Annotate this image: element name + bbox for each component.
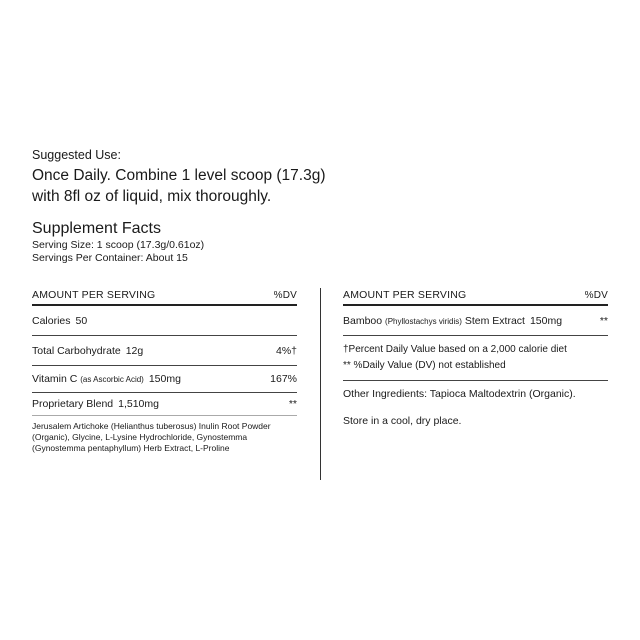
- amount-per-serving-header: AMOUNT PER SERVING: [343, 289, 467, 301]
- directions-text: [32, 165, 362, 207]
- suggested-use-label: Suggested Use:: [32, 148, 121, 162]
- other-ingredients-label: Other Ingredients:: [343, 388, 428, 400]
- nutrient-amount: 50: [75, 314, 88, 327]
- nutrient-dv: **: [288, 398, 297, 410]
- table-header: [343, 282, 608, 306]
- nutrient-amount: 150mg: [529, 314, 563, 327]
- blend-ingredients: Jerusalem Artichoke (Helianthus tuberosus) Inulin Root Powder (Organic), Glycine, L-Lysine Hydrochloride, Gynostemma (Gynostemma pentaphyllum) Herb Extract, L-Proline: [32, 421, 271, 453]
- dv-header: %DV: [584, 290, 608, 301]
- other-ingredients-value: Tapioca Maltodextrin (Organic).: [429, 388, 576, 400]
- servings-per-container: Servings Per Container: About 15: [32, 252, 188, 264]
- nutrient-name: Calories: [32, 314, 71, 327]
- table-header: [32, 282, 297, 306]
- table-row-carbohydrate: [32, 336, 297, 366]
- nutrient-name: Proprietary Blend: [32, 398, 114, 410]
- footnotes: [343, 336, 608, 381]
- nutrient-name: Total Carbohydrate: [32, 344, 121, 357]
- amount-per-serving-header: AMOUNT PER SERVING: [32, 289, 156, 301]
- table-row-vitamin-c: [32, 366, 297, 393]
- nutrient-amount: 1,510mg: [118, 398, 159, 410]
- column-divider: [320, 288, 321, 480]
- nutrition-table-left: [32, 282, 297, 454]
- nutrient-source: (as Ascorbic Acid): [80, 375, 144, 384]
- serving-size: Serving Size: 1 scoop (17.3g/0.61oz): [32, 239, 205, 251]
- storage-instructions: Store in a cool, dry place.: [343, 415, 462, 427]
- nutrition-table-right: [343, 282, 608, 427]
- nutrient-name-suffix: Stem Extract: [464, 314, 525, 327]
- footnote-dagger: †Percent Daily Value based on a 2,000 calorie diet: [343, 344, 567, 355]
- table-row-calories: [32, 306, 297, 336]
- other-ingredients: [343, 381, 608, 400]
- nutrient-name: Vitamin C: [32, 373, 78, 385]
- table-row-bamboo: [343, 306, 608, 336]
- nutrient-amount: 12g: [125, 344, 144, 357]
- directions-line-1: Once Daily. Combine 1 level scoop (17.3g): [32, 167, 326, 184]
- nutrient-dv: 4%†: [275, 344, 297, 357]
- supplement-facts-title: Supplement Facts: [32, 220, 161, 237]
- nutrient-name: Bamboo: [343, 314, 383, 327]
- serving-info: [32, 239, 204, 265]
- footnote-asterisks: ** %Daily Value (DV) not established: [343, 360, 506, 371]
- nutrient-dv: 167%: [270, 373, 297, 385]
- table-row-proprietary-blend: [32, 393, 297, 416]
- directions-line-2: with 8fl oz of liquid, mix thoroughly.: [32, 188, 272, 205]
- dv-header: %DV: [273, 290, 297, 301]
- nutrient-dv: **: [599, 314, 608, 327]
- nutrient-amount: 150mg: [148, 373, 181, 385]
- nutrient-source: (Phyllostachys viridis): [385, 316, 462, 326]
